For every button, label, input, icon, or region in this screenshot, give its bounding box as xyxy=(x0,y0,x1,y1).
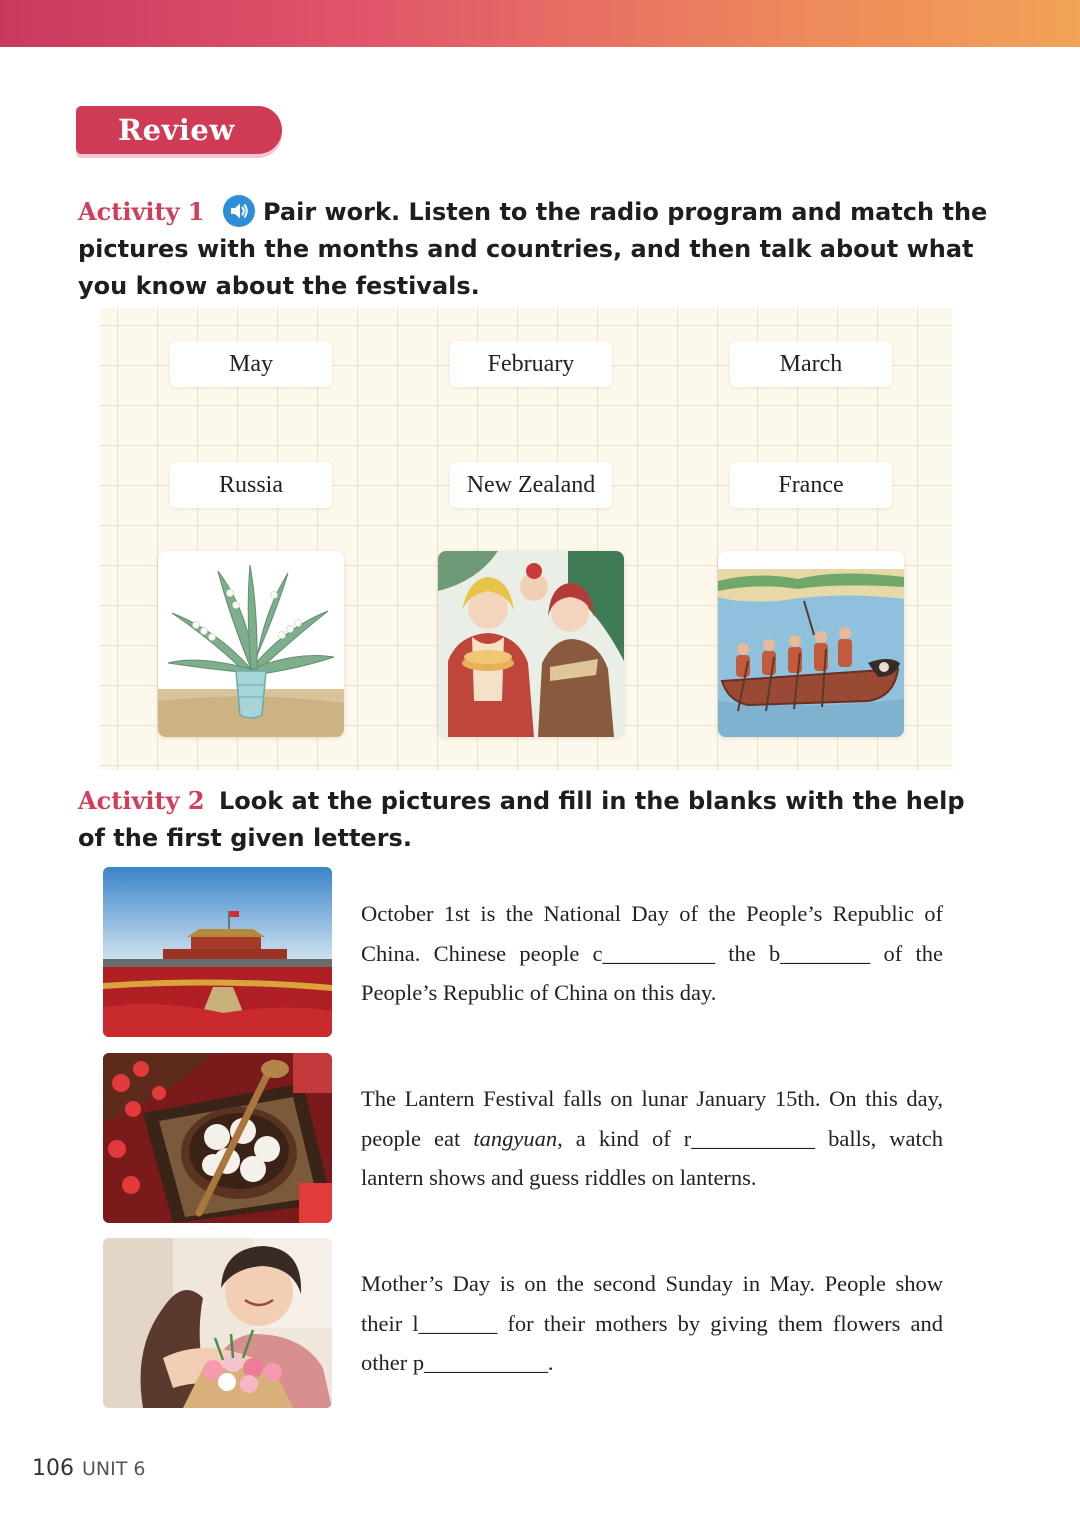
lantern-text-end: , a kind of r___________ balls, watch lantern shows and guess riddles on lanterns. xyxy=(361,1125,943,1190)
unit-label: UNIT 6 xyxy=(82,1458,146,1480)
tangyuan-illustration xyxy=(103,1053,332,1223)
picture-rowers-in-canoe[interactable] xyxy=(718,551,904,737)
activity2-instruction-text: Look at the pictures and fill in the blanks with the help of the first given letters. xyxy=(78,787,965,852)
month-card-march[interactable]: March xyxy=(730,341,892,387)
maslenitsa-illustration xyxy=(438,551,624,737)
paragraph-mothers-day: Mother’s Day is on the second Sunday in May. People show their l_______ for their mothers by giving them flowers and other p___________. xyxy=(361,1271,943,1375)
lily-plant-illustration xyxy=(158,551,344,737)
country-card-russia[interactable]: Russia xyxy=(170,462,332,508)
top-color-band xyxy=(0,0,1080,47)
picture-people-with-pancakes[interactable] xyxy=(438,551,624,737)
page-number: 106 xyxy=(32,1456,74,1481)
canoe-illustration xyxy=(718,551,904,737)
activity2-label: Activity 2 xyxy=(78,786,205,815)
lantern-text-start: The Lantern Festival falls on lunar January 15th. On this day, people eat xyxy=(361,1086,943,1151)
mothers-day-illustration xyxy=(103,1238,332,1408)
activity2-instruction xyxy=(78,782,978,857)
tiananmen-illustration xyxy=(103,867,332,1037)
section-tab-review: Review xyxy=(76,106,282,154)
photo-tangyuan xyxy=(103,1053,332,1223)
page-footer xyxy=(32,1456,145,1481)
activity1-instruction xyxy=(78,193,988,305)
country-card-france[interactable]: France xyxy=(730,462,892,508)
photo-mothers-day xyxy=(103,1238,332,1408)
month-card-february[interactable]: February xyxy=(450,341,612,387)
photo-tiananmen-square xyxy=(103,867,332,1037)
country-card-new-zealand[interactable]: New Zealand xyxy=(450,462,612,508)
speaker-icon[interactable] xyxy=(223,195,255,227)
matching-panel xyxy=(100,308,952,770)
tangyuan-word: tangyuan xyxy=(473,1125,558,1151)
month-card-may[interactable]: May xyxy=(170,341,332,387)
paragraph-lantern-festival xyxy=(361,1079,943,1198)
paragraph-national-day: October 1st is the National Day of the People’s Republic of China. Chinese people c__________ the b________ of the People’s Republic of China on this day. xyxy=(361,901,943,1005)
activity1-instruction-text: Pair work. Listen to the radio program and match the pictures with the months and countries, and then talk about what you know about the festivals. xyxy=(78,198,988,300)
activity1-label: Activity 1 xyxy=(78,197,205,226)
picture-lily-of-the-valley[interactable] xyxy=(158,551,344,737)
